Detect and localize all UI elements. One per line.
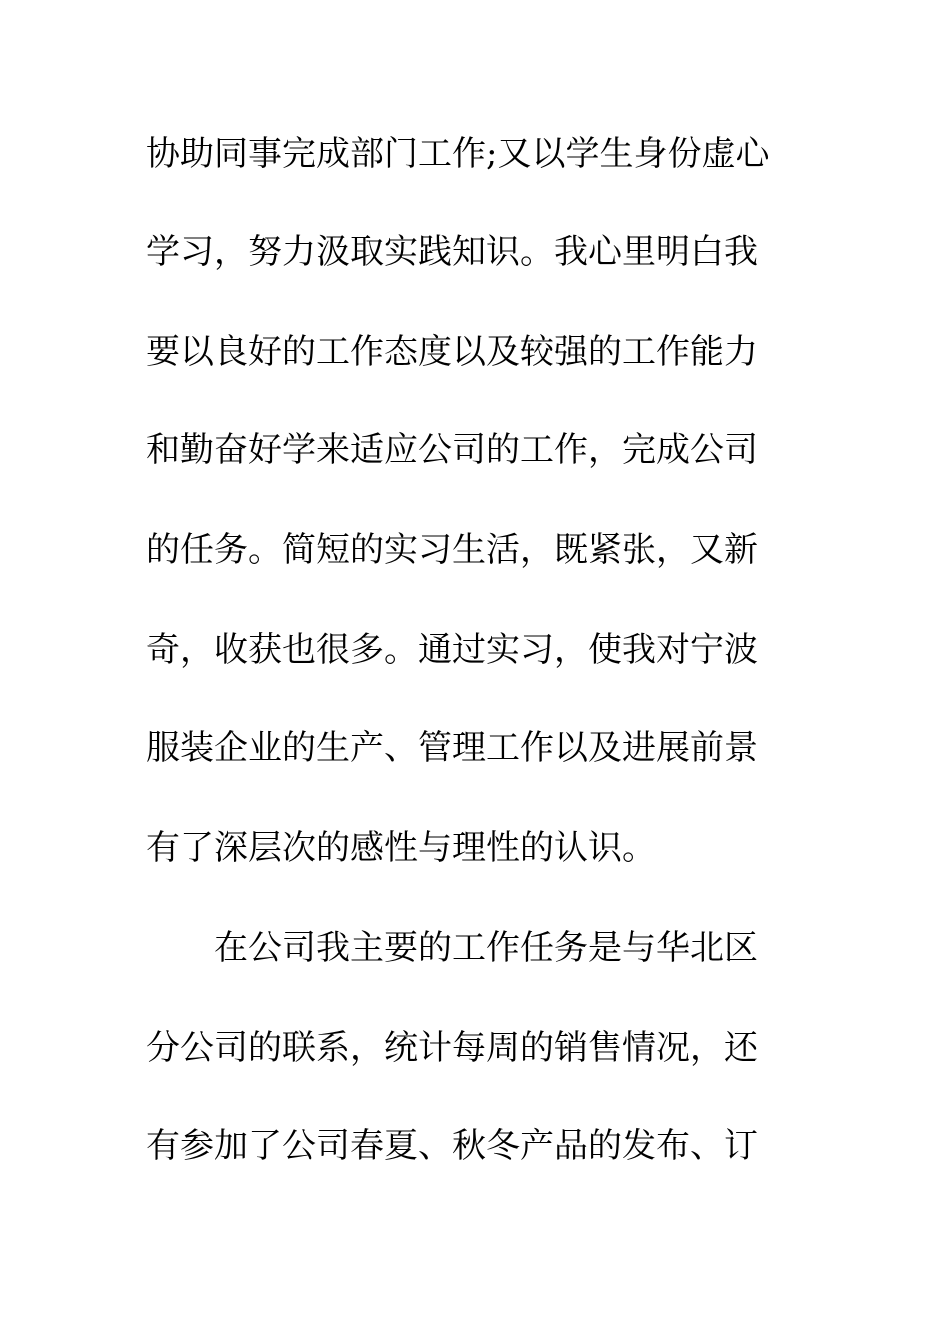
paragraph-line: 分公司的联系，统计每周的销售情况，还: [146, 1028, 758, 1068]
paragraph-line: 服装企业的生产、管理工作以及进展前景: [146, 728, 758, 768]
paragraph-line: 奇，收获也很多。通过实习，使我对宁波: [146, 630, 758, 670]
paragraph-line: 和勤奋好学来适应公司的工作，完成公司: [146, 430, 758, 470]
paragraph-line: 要以良好的工作态度以及较强的工作能力: [146, 332, 758, 372]
paragraph-line: 有参加了公司春夏、秋冬产品的发布、订: [146, 1126, 758, 1166]
paragraph-line: 有了深层次的感性与理性的认识。: [146, 828, 656, 868]
paragraph-line: 的任务。简短的实习生活，既紧张，又新: [146, 530, 758, 570]
paragraph-line: 学习，努力汲取实践知识。我心里明白我: [146, 232, 758, 272]
paragraph-line: 协助同事完成部门工作;又以学生身份虚心: [146, 134, 770, 174]
paragraph-line: 在公司我主要的工作任务是与华北区: [214, 928, 758, 968]
